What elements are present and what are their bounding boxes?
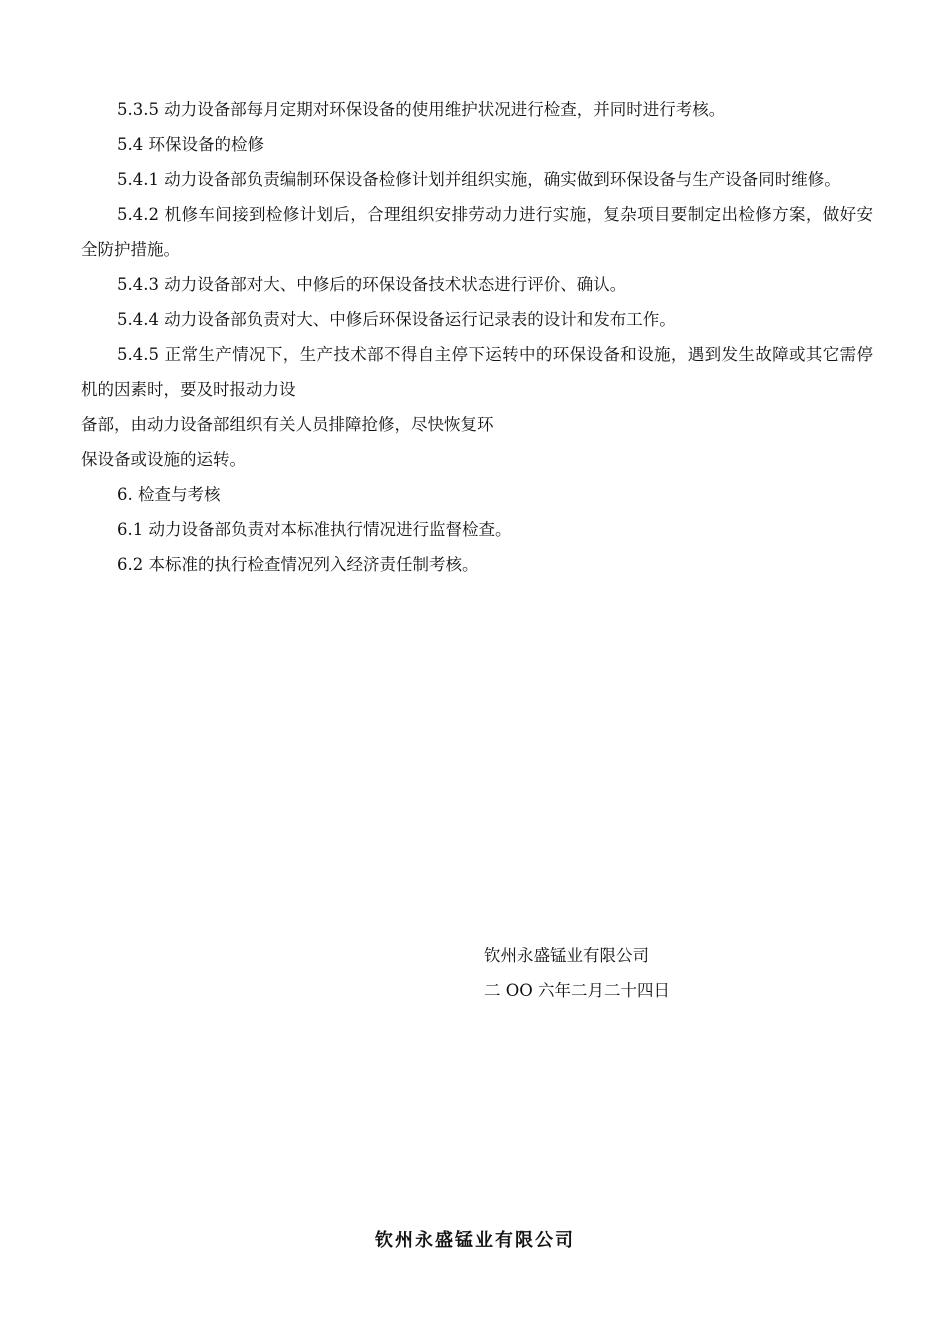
- paragraph-5-3-5: 5.3.5 动力设备部每月定期对环保设备的使用维护状况进行检查，并同时进行考核。: [117, 100, 726, 119]
- signature-block: [484, 938, 670, 1008]
- heading-6: 6. 检查与考核: [117, 485, 221, 504]
- signature-company: 钦州永盛锰业有限公司: [484, 946, 649, 965]
- heading-5-4: 5.4 环保设备的检修: [117, 135, 264, 154]
- paragraph-5-4-5-continued-2: 保设备或设施的运转。: [81, 450, 246, 469]
- paragraph-5-4-5: 5.4.5 正常生产情况下，生产技术部不得自主停下运转中的环保设备和设施，遇到发生故障或其它需停机的因素时，要及时报动力设: [81, 345, 873, 399]
- paragraph-6-1: 6.1 动力设备部负责对本标准执行情况进行监督检查。: [117, 520, 512, 539]
- signature-date: 二 OO 六年二月二十四日: [484, 981, 671, 1000]
- paragraph-5-4-1: 5.4.1 动力设备部负责编制环保设备检修计划并组织实施，确实做到环保设备与生产设备同时维修。: [117, 170, 841, 189]
- paragraph-6-2: 6.2 本标准的执行检查情况列入经济责任制考核。: [117, 555, 479, 574]
- paragraph-5-4-2: 5.4.2 机修车间接到检修计划后，合理组织安排劳动力进行实施，复杂项目要制定出检修方案，做好安全防护措施。: [81, 205, 873, 259]
- page-footer: 钦州永盛锰业有限公司: [375, 1230, 575, 1251]
- paragraph-5-4-5-continued-1: 备部，由动力设备部组织有关人员排障抢修，尽快恢复环: [81, 415, 494, 434]
- paragraph-5-4-3: 5.4.3 动力设备部对大、中修后的环保设备技术状态进行评价、确认。: [117, 275, 627, 294]
- paragraph-5-4-4: 5.4.4 动力设备部负责对大、中修后环保设备运行记录表的设计和发布工作。: [117, 310, 676, 329]
- document-body: [81, 92, 873, 582]
